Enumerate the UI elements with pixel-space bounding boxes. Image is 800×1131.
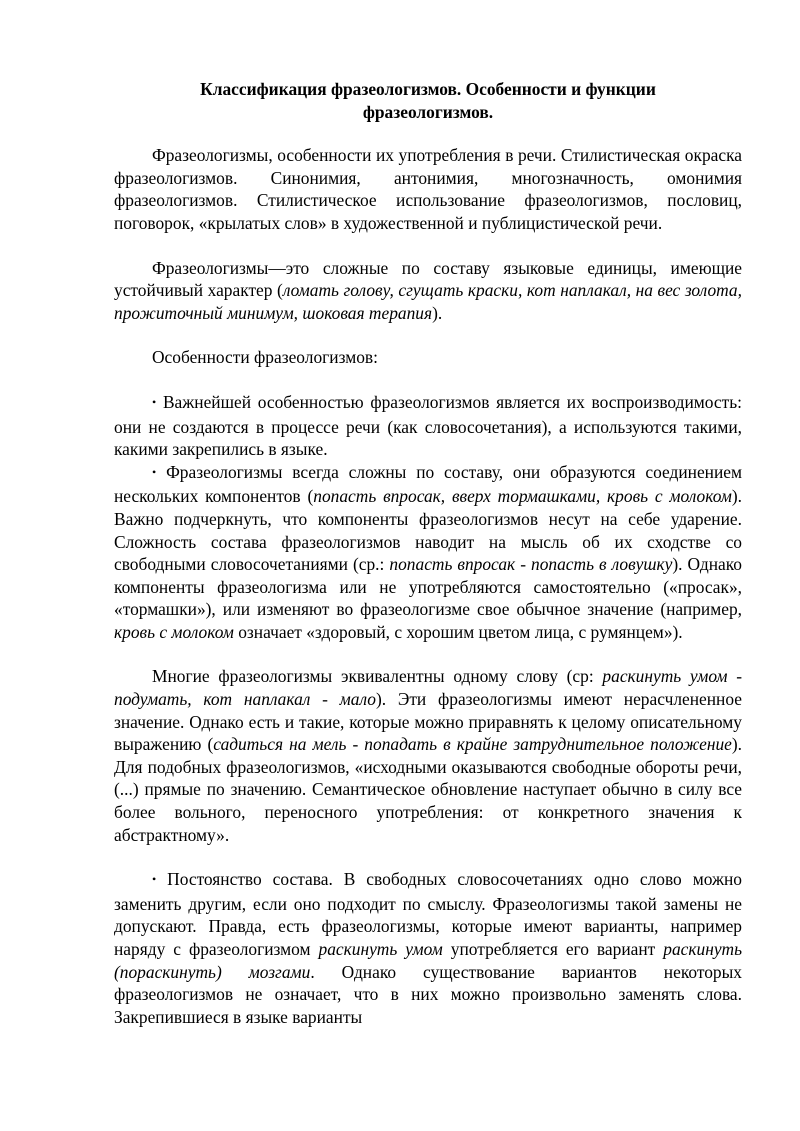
- equivalent-paragraph: Многие фразеологизмы эквивалентны одному слову (ср: раскинуть умом - подумать, кот наплакал - мало). Эти фразеологизмы имеют нерасчлененное значение. Однако есть и такие, которые можно приравнять к целому описательному выражению (садиться на мель - попадать в крайне затруднительное положение). Для подобных фразеологизмов, «исходными оказываются свободные обороты речи, (...) прямые по значению. Семантическое обновление наступает обычно в силу все более вольного, переносного употребления: от конкретного значения к абстрактному».: [114, 666, 742, 845]
- bullet-icon: •: [152, 394, 157, 409]
- bullet-icon: •: [152, 872, 157, 887]
- bullet-reproducibility: • Важнейшей особенностью фразеологизмов является их воспроизводимость: они не создаются в процессе речи (как словосочетания), а используются такими, какими закрепились в языке.: [114, 391, 742, 460]
- bullet-complexity: • Фразеологизмы всегда сложны по составу, они образуются соединением нескольких компонентов (попасть впросак, вверх тормашками, кровь с молоком). Важно подчеркнуть, что компоненты фразеологизмов несут на себе ударение. Сложность состава фразеологизмов наводит на мысль об их сходстве со свободными словосочетаниями (ср.: попасть впросак - попасть в ловушку). Однако компоненты фразеологизма или не употребляются самостоятельно («просак», «тормашки»), или изменяют во фразеологизме свое обычное значение (например, кровь с молоком означает «здоровый, с хорошим цветом лица, с румянцем»).: [114, 461, 743, 642]
- phraseologism-example: кровь с молоком: [114, 621, 234, 642]
- document-title: Классификация фразеологизмов. Особенности и функции фразеологизмов.: [200, 79, 656, 122]
- definition-paragraph: Фразеологизмы—это сложные по составу языковые единицы, имеющие устойчивый характер (ломать голову, сгущать краски, кот наплакал, на вес золота, прожиточный минимум, шоковая терапия).: [114, 257, 742, 323]
- phraseologism-example: попасть впросак - попасть в ловушку: [389, 554, 673, 575]
- phraseologism-example: ломать голову, сгущать краски, кот наплакал, на вес золота, прожиточный минимум, шоковая терапия: [114, 280, 742, 323]
- phraseologism-example: попасть впросак, вверх тормашками, кровь с молоком: [313, 486, 732, 507]
- features-heading: Особенности фразеологизмов:: [152, 347, 378, 368]
- phraseologism-example: раскинуть (пораскинуть) мозгами: [114, 939, 743, 982]
- document-page: [114, 78, 742, 1028]
- bullet-icon: •: [152, 464, 157, 479]
- intro-paragraph: Фразеологизмы, особенности их употребления в речи. Стилистическая окраска фразеологизмов. Синонимия, антонимия, многозначность, омонимия фразеологизмов. Стилистическое использование фразеологизмов, пословиц, поговорок, «крылатых слов» в художественной и публицистической речи.: [114, 145, 742, 233]
- phraseologism-example: раскинуть умом: [318, 939, 443, 959]
- bullet-constancy: • Постоянство состава. В свободных словосочетаниях одно слово можно заменить другим, если оно подходит по смыслу. Фразеологизмы такой замены не допускают. Правда, есть фразеологизмы, которые имеют варианты, например наряду с фразеологизмом раскинуть умом употребляется его вариант раскинуть (пораскинуть) мозгами. Однако существование вариантов некоторых фразеологизмов не означает, что в них можно произвольно заменять слова. Закрепившиеся в языке варианты: [114, 869, 743, 1027]
- phraseologism-example: садиться на мель - попадать в крайне затруднительное положение: [213, 734, 732, 755]
- phraseologism-example: раскинуть умом - подумать, кот наплакал - мало: [114, 666, 742, 710]
